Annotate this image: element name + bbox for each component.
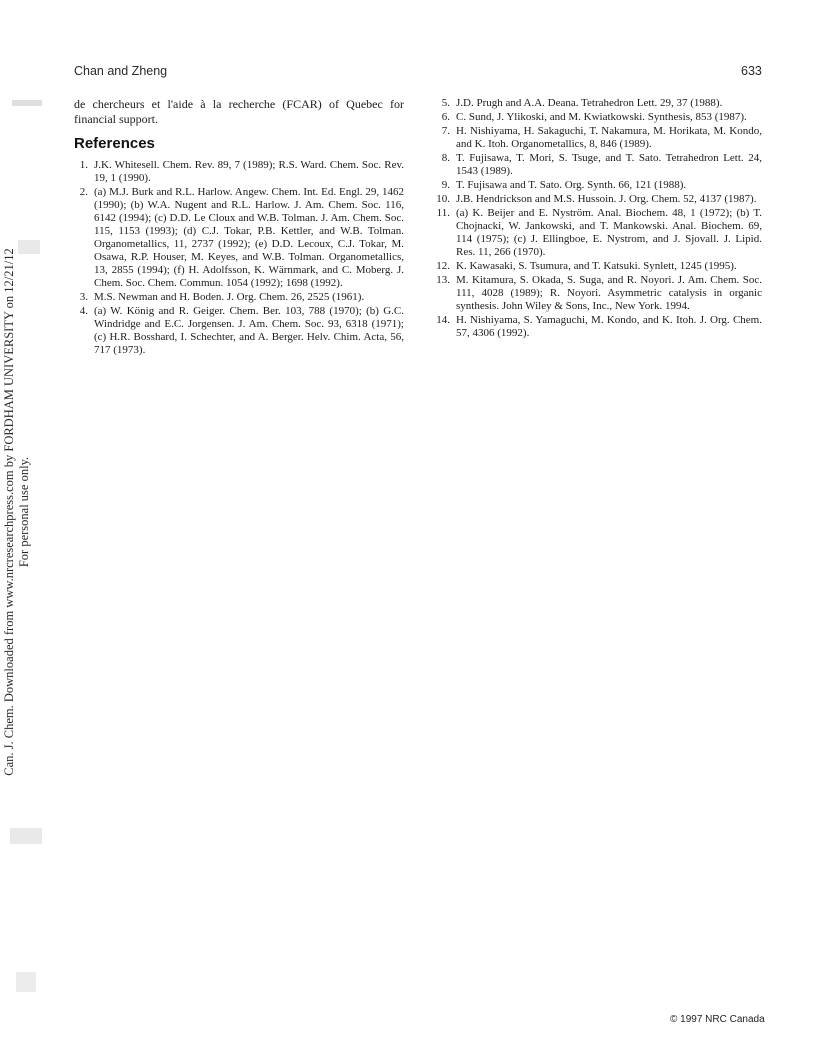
reference-item-8 xyxy=(432,152,762,178)
reference-text: (a) K. Beijer and E. Nyström. Anal. Biochem. 48, 1 (1972); (b) T. Chojnacki, W. Jankowski, and T. Mankowski. Anal. Biochem. 69, 114 (1975); (c) J. Ellingboe, E. Nystrom, and J. Sjovall. J. Lipid. Res. 11, 266 (1970). xyxy=(456,207,762,258)
reference-number: 9. xyxy=(441,179,450,191)
references-heading: References xyxy=(74,135,155,152)
running-header-authors: Chan and Zheng xyxy=(74,64,168,78)
reference-text: H. Nishiyama, H. Sakaguchi, T. Nakamura, M. Horikata, M. Kondo, and K. Itoh. Organometallics, 8, 846 (1989). xyxy=(456,125,762,150)
left-column xyxy=(74,97,404,358)
right-column xyxy=(432,97,762,341)
reference-number: 7. xyxy=(441,125,450,137)
reference-number: 4. xyxy=(79,305,88,317)
acknowledgement-text: de chercheurs et l'aide à la recherche (FCAR) of Quebec for financial support. xyxy=(74,97,404,126)
reference-item-6 xyxy=(432,111,762,124)
reference-number: 5. xyxy=(441,97,450,109)
download-watermark xyxy=(2,212,36,812)
reference-item-1 xyxy=(74,159,404,185)
watermark-line-2: For personal use only. xyxy=(17,456,31,568)
reference-text: T. Fujisawa and T. Sato. Org. Synth. 66, 121 (1988). xyxy=(456,179,687,191)
reference-item-5 xyxy=(432,97,762,110)
reference-number: 8. xyxy=(441,152,450,164)
scan-speck xyxy=(18,240,40,254)
reference-item-14 xyxy=(432,314,762,340)
reference-text: T. Fujisawa, T. Mori, S. Tsuge, and T. Sato. Tetrahedron Lett. 24, 1543 (1989). xyxy=(456,152,762,177)
copyright-footer: © 1997 NRC Canada xyxy=(670,1014,765,1025)
reference-item-13 xyxy=(432,274,762,313)
reference-number: 3. xyxy=(79,291,88,303)
reference-text: (a) W. König and R. Geiger. Chem. Ber. 103, 788 (1970); (b) G.C. Windridge and E.C. Jorgensen. J. Am. Chem. Soc. 93, 6318 (1971); (c) H.R. Bosshard, I. Schechter, and A. Berger. Helv. Chim. Acta, 56, 717 (1973). xyxy=(94,305,404,356)
scan-speck xyxy=(16,972,36,992)
reference-text: J.K. Whitesell. Chem. Rev. 89, 7 (1989); R.S. Ward. Chem. Soc. Rev. 19, 1 (1990). xyxy=(94,159,404,184)
reference-text: J.D. Prugh and A.A. Deana. Tetrahedron Lett. 29, 37 (1988). xyxy=(456,97,723,109)
reference-number: 6. xyxy=(441,111,450,123)
reference-item-12 xyxy=(432,260,762,273)
reference-text: C. Sund, J. Ylikoski, and M. Kwiatkowski. Synthesis, 853 (1987). xyxy=(456,111,747,123)
reference-text: K. Kawasaki, S. Tsumura, and T. Katsuki. Synlett, 1245 (1995). xyxy=(456,260,737,272)
reference-item-10 xyxy=(432,193,762,206)
reference-item-11 xyxy=(432,207,762,259)
reference-item-7 xyxy=(432,125,762,151)
reference-text: J.B. Hendrickson and M.S. Hussoin. J. Org. Chem. 52, 4137 (1987). xyxy=(456,193,757,205)
reference-text: M. Kitamura, S. Okada, S. Suga, and R. Noyori. J. Am. Chem. Soc. 111, 4028 (1989); R. Noyori. Asymmetric catalysis in organic synthesis. John Wiley & Sons, Inc., New York. 1994. xyxy=(456,274,762,312)
reference-number: 11. xyxy=(436,207,450,219)
reference-item-4 xyxy=(74,305,404,357)
reference-item-3 xyxy=(74,291,404,304)
reference-text: M.S. Newman and H. Boden. J. Org. Chem. 26, 2525 (1961). xyxy=(94,291,365,303)
reference-number: 13. xyxy=(436,274,450,286)
scan-speck xyxy=(12,100,42,106)
scan-speck xyxy=(10,828,42,844)
page-number: 633 xyxy=(741,64,762,78)
reference-number: 12. xyxy=(436,260,450,272)
reference-number: 1. xyxy=(79,159,88,171)
reference-number: 2. xyxy=(79,186,88,198)
reference-number: 10. xyxy=(436,193,450,205)
reference-item-9 xyxy=(432,179,762,192)
reference-item-2 xyxy=(74,186,404,290)
reference-text: (a) M.J. Burk and R.L. Harlow. Angew. Chem. Int. Ed. Engl. 29, 1462 (1990); (b) W.A. Nugent and R.L. Harlow. J. Am. Chem. Soc. 116, 6142 (1994); (c) D.D. Le Cloux and W.B. Tolman. J. Am. Chem. Soc. 115, 1153 (1993); (d) C.J. Tokar, P.B. Kettler, and W.B. Tolman. Organometallics, 11, 2737 (1992); (e) D.D. Lecoux, C.J. Tokar, M. Osawa, R.P. Houser, M. Keyes, and W.B. Tolman. Organometallics, 13, 2855 (1994); (f) H. Adolfsson, K. Wärnmark, and C. Moberg. J. Chem. Soc. Chem. Commun. 1054 (1992); 1698 (1992). xyxy=(94,186,404,289)
reference-text: H. Nishiyama, S. Yamaguchi, M. Kondo, and K. Itoh. J. Org. Chem. 57, 4306 (1992). xyxy=(456,314,762,339)
watermark-line-1: Can. J. Chem. Downloaded from www.nrcresearchpress.com by FORDHAM UNIVERSITY on 12/21/12 xyxy=(2,248,16,776)
reference-number: 14. xyxy=(436,314,450,326)
